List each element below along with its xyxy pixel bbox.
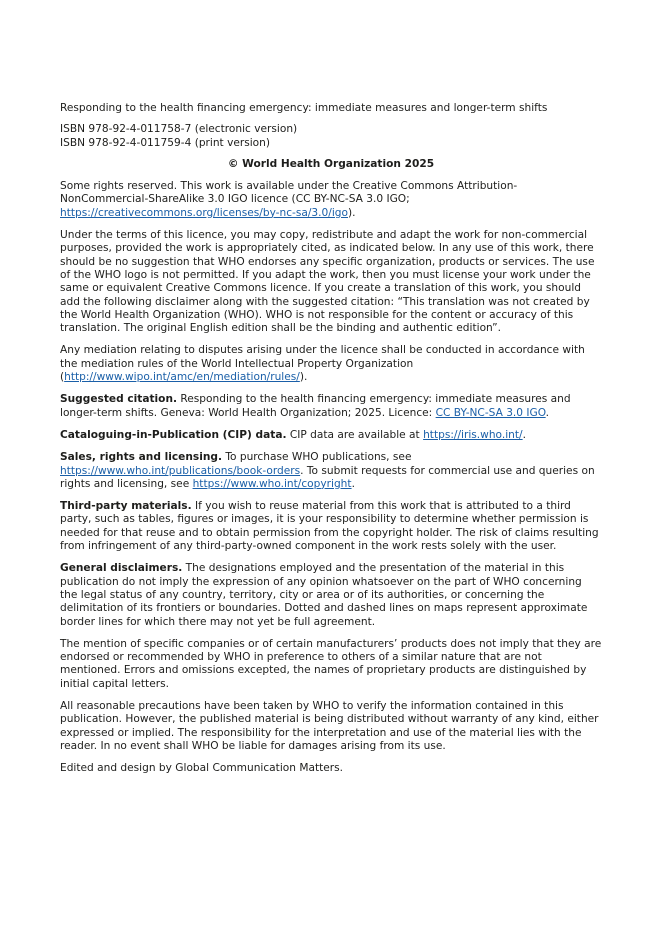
manufacturers-paragraph: The mention of specific companies or of certain manufacturers’ products does not imply that they are endorsed or recommended by WHO in preference to others of a similar nature that are not mentioned. Errors and omissions excepted, the names of proprietary products are distinguished by initial capital letters. [60,637,602,690]
mediation-text: Any mediation relating to disputes arising under the licence shall be conducted in accordance with the mediation rules of the World Intellectual Property Organization ( [60,344,585,384]
precautions-paragraph: All reasonable precautions have been taken by WHO to verify the information contained in this publication. However, the published material is being distributed without warranty of any kind, either expressed or implied. The responsibility for the interpretation and use of the material lies with the reader. In no event shall WHO be liable for damages arising from its use. [60,699,599,752]
iris-link[interactable]: https://iris.who.int/ [423,428,523,441]
cip-label: Cataloguing-in-Publication (CIP) data. [60,428,287,441]
book-orders-link[interactable]: https://www.who.int/publications/book-orders [60,464,301,477]
citation-label: Suggested citation. [60,393,178,406]
sales-text-2: . To submit requests for commercial use and queries on rights and licensing, see [60,464,595,490]
credits-paragraph: Edited and design by Global Communication Matters. [60,762,344,775]
cip-text: CIP data are available at [286,428,424,441]
rights-paragraph [60,180,602,220]
citation-after: . [545,406,550,419]
copyright-link[interactable]: https://www.who.int/copyright [192,477,352,490]
sales-label: Sales, rights and licensing. [60,451,222,464]
rights-after: ). [348,206,356,219]
wipo-link[interactable]: http://www.wipo.int/amc/en/mediation/rules/ [64,371,300,384]
copyright-page [60,102,602,784]
disclaimers-text: The designations employed and the presentation of the material in this publication do not imply the expression of any opinion whatsoever on the part of WHO concerning the legal status of any country, territory, city or area or of its authorities, or concerning the delimitation of its frontiers or boundaries. Dotted and dashed lines on maps represent approximate border lines for which there may not yet be full agreement. [60,562,588,628]
third-party-text: If you wish to reuse material from this work that is attributed to a third party, such as tables, figures or images, it is your responsibility to determine whether permission is needed for that reuse and to obtain permission from the copyright holder. The risk of claims resulting from infringement of any third-party-owned component in the work rests solely with the user. [60,500,599,553]
publication-title: Responding to the health financing emergency: immediate measures and longer-term shifts [60,102,548,114]
citation-paragraph [60,393,602,420]
sales-paragraph [60,451,602,491]
cip-after: . [522,428,526,441]
mediation-after: ). [299,371,308,384]
rights-text: Some rights reserved. This work is available under the Creative Commons Attribution-NonCommercial-ShareAlike 3.0 IGO licence (CC BY-NC-SA 3.0 IGO; [60,180,518,206]
sales-after: . [351,477,355,490]
licence-link[interactable]: https://creativecommons.org/licenses/by-nc-sa/3.0/igo [60,206,348,219]
terms-paragraph: Under the terms of this licence, you may copy, redistribute and adapt the work for non-commercial purposes, provided the work is appropriately cited, as indicated below. In any use of this work, there should be no suggestion that WHO endorses any specific organization, products or services. The use of the WHO logo is not permitted. If you adapt the work, then you must license your work under the same or equivalent Creative Commons licence. If you create a translation of this work, you should add the following disclaimer along with the suggested citation: “This translation was not created by the World Health Organization (WHO). WHO is not responsible for the content or accuracy of this translation. The original English edition shall be the binding and authentic edition”. [60,229,595,335]
isbn-print: ISBN 978-92-4-011759-4 (print version) [60,136,271,149]
disclaimers-label: General disclaimers. [60,562,183,575]
disclaimers-paragraph [60,562,602,628]
third-party-label: Third-party materials. [60,500,192,513]
isbn-electronic: ISBN 978-92-4-011758-7 (electronic version) [60,123,298,136]
copyright-notice: © World Health Organization 2025 [227,157,435,170]
citation-licence-link[interactable]: CC BY-NC-SA 3.0 IGO [435,406,546,419]
cip-paragraph [60,429,602,442]
third-party-paragraph [60,500,602,553]
mediation-paragraph [60,344,602,384]
sales-text-1: To purchase WHO publications, see [221,451,412,464]
citation-text: Responding to the health financing emergency: immediate measures and longer-term shifts. Geneva: World Health Organization; 2025. Licence: [60,393,571,419]
isbn-block [60,123,602,150]
